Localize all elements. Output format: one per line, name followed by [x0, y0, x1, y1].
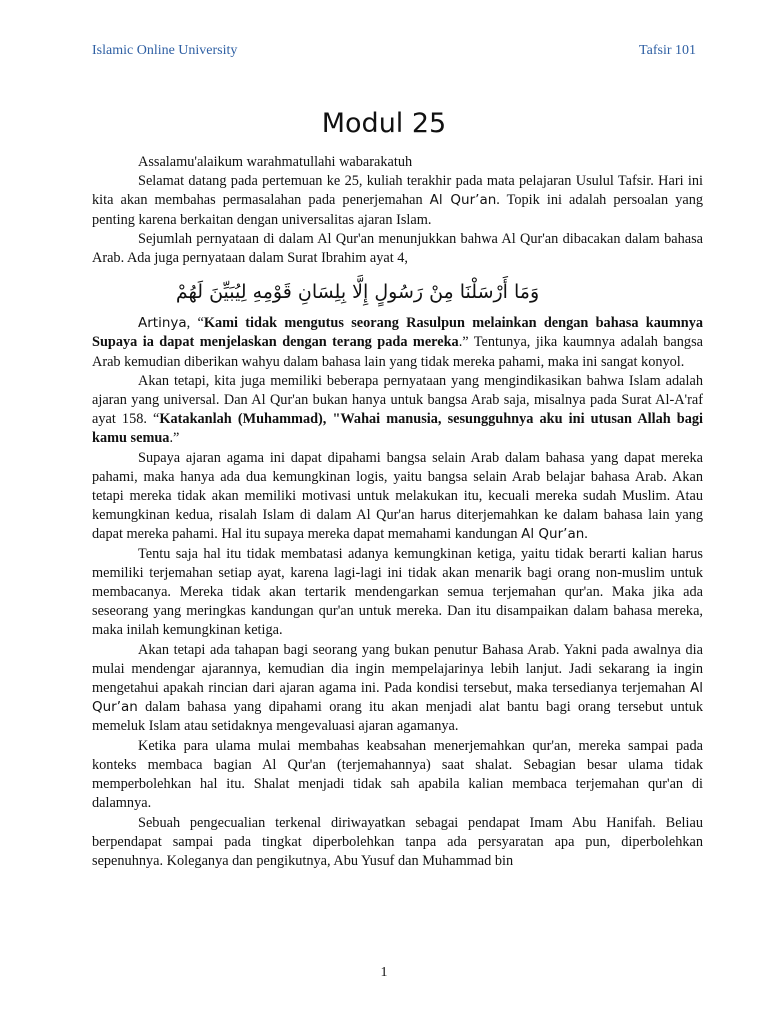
paragraph-prayer: Ketika para ulama mulai membahas keabsahan menerjemahkan qur'an, mereka sampai pada konteks membaca bagian Al Qur'an (terjemahannya) saat shalat. Sebagian besar ulama tidak memperbolehkan hal itu. Shalat menjadi tidak sah apabila kalian membaca terjemahan qur'an di dalamnya.: [92, 737, 703, 812]
paragraph-stages: Akan tetapi ada tahapan bagi seorang yang bukan penutur Bahasa Arab. Yakni pada awalnya dia mulai mendengar ajarannya, kemudian dia ingin mempelajarinya lebih lanjut. Jadi sekarang ia ingin mengetahui apakah rincian dari ajaran agama ini. Pada kondisi tersebut, maka tersedianya terjemahan Al Qur’an dalam bahasa yang dipahami orang itu akan menjadi alat bantu bagi orang tersebut untuk memeluk Islam atau setidaknya mengevaluasi ajaran agamanya.: [92, 641, 703, 735]
paragraph-intro: Selamat datang pada pertemuan ke 25, kuliah terakhir pada mata pelajaran Usulul Tafsir. Hari ini kita akan membahas permasalahan pada penerjemahan Al Qur’an. Topik ini adalah persoalan yang penting karena berkaitan dengan universalitas ajaran Islam.: [92, 173, 703, 228]
header-right: Tafsir 101: [639, 43, 696, 58]
paragraph-statement: Sejumlah pernyataan di dalam Al Qur'an menunjukkan bahwa Al Qur'an dibacakan dalam bahasa Arab. Ada juga pernyataan dalam Surat Ibrahim ayat 4,: [92, 230, 703, 267]
header-left: Islamic Online University: [92, 43, 238, 58]
arabic-verse: وَمَا أَرْسَلْنَا مِنْ رَسُولٍ إِلَّا بِلِسَانِ قَوْمِهِ لِيُبَيِّنَ لَهُمْ: [175, 281, 540, 304]
paragraph-possibilities: Supaya ajaran agama ini dapat dipahami bangsa selain Arab dalam bahasa yang dapat mereka pahami, maka hanya ada dua kemungkinan logis, yaitu bangsa selain Arab belajar bahasa Arab. Akan tetapi mereka tidak akan memiliki motivasi untuk melakukan itu, kecuali mereka sudah Muslim. Atau kemungkinan kedua, risalah Islam di dalam Al Qur'an harus diterjemahkan ke dalam bahasa lain yang dapat mereka pahami. Hal itu supaya mereka dapat memahami kandungan Al Qur’an.: [92, 449, 703, 543]
paragraph-exception: Sebuah pengecualian terkenal diriwayatkan sebagai pendapat Imam Abu Hanifah. Beliau berpendapat sampai pada tingkat diperbolehkan tanpa ada persyaratan apa pun, diperbolehkan sepenuhnya. Koleganya dan pengikutnya, Abu Yusuf dan Muhammad bin: [92, 814, 703, 869]
page-number: 1: [380, 965, 388, 980]
paragraph-third-possibility: Tentu saja hal itu tidak membatasi adanya kemungkinan ketiga, yaitu tidak berarti kalian harus memiliki terjemahan setiap ayat, karena lagi-lagi ini tidak akan menarik bagi orang non-muslim untuk membacanya. Mereka tidak akan tertarik mendengarkan semua terjemahan qur'an. Maka jika ada seseorang yang meringkas kandungan qur'an untuk mereka. Dan itu disampaikan dalam bahasa mereka, maka inilah kemungkinan ketiga.: [92, 545, 703, 639]
paragraph-greeting: Assalamu'alaikum warahmatullahi wabarakatuh: [138, 154, 413, 170]
paragraph-translation: Artinya, “Kami tidak mengutus seorang Rasulpun melainkan dengan bahasa kaumnya Supaya ia dapat menjelaskan dengan terang pada mereka.” Tentunya, jika kaumnya adalah bangsa Arab kemudian diberikan wahyu dalam bahasa lain yang tidak mereka pahami, maka ini sangat konyol.: [92, 315, 703, 370]
paragraph-universal: Akan tetapi, kita juga memiliki beberapa pernyataan yang mengindikasikan bahwa Islam adalah ajaran yang universal. Dan Al Qur'an bukan hanya untuk bangsa Arab saja, misalnya pada Surat Al-A'raf ayat 158. “Katakanlah (Muhammad), "Wahai manusia, sesungguhnya aku ini utusan Allah bagi kamu semua.”: [92, 372, 704, 447]
page-title: Modul 25: [321, 108, 447, 140]
document-body: [92, 153, 703, 871]
